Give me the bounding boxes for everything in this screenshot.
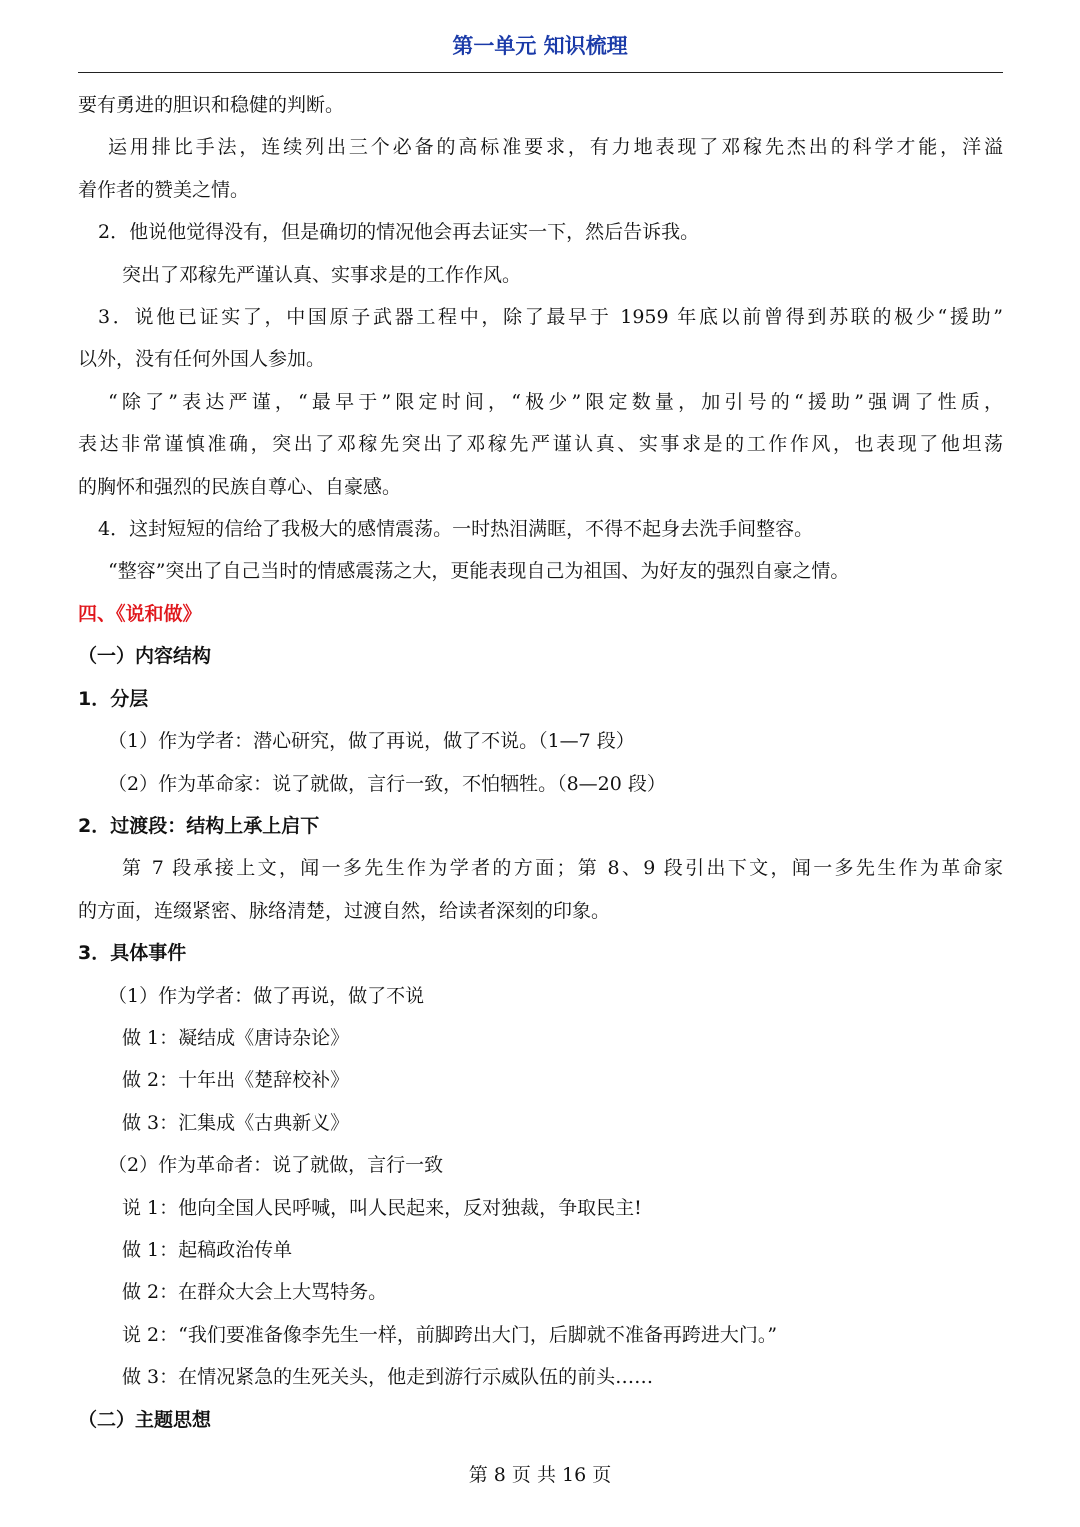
list-item: 做 2：在群众大会上大骂特务。 xyxy=(122,1281,388,1304)
paragraph-line: 运用排比手法，连续列出三个必备的高标准要求，有力地表现了邓稼先杰出的科学才能，洋溢 xyxy=(108,136,1003,159)
list-item: （1）作为学者：潜心研究，做了再说，做了不说。（1—7 段） xyxy=(108,730,635,753)
list-item: 说 1：他向全国人民呼喊，叫人民起来，反对独裁，争取民主! xyxy=(122,1196,642,1219)
section-heading: 四、《说和做》 xyxy=(78,602,202,625)
paragraph-line: 的胸怀和强烈的民族自尊心、自豪感。 xyxy=(78,475,402,498)
subsection-heading: （一）内容结构 xyxy=(78,645,212,668)
paragraph-line: 表达非常谨慎准确，突出了邓稼先突出了邓稼先严谨认真、实事求是的工作作风，也表现了他坦荡 xyxy=(78,433,1003,456)
subsection-heading: （二）主题思想 xyxy=(78,1408,212,1431)
paragraph-line: 突出了邓稼先严谨认真、实事求是的工作作风。 xyxy=(122,263,522,286)
paragraph-line: “除了”表达严谨，“最早于”限定时间，“极少”限定数量，加引号的“援助”强调了性质， xyxy=(108,390,1003,413)
list-item: 做 1：凝结成《唐诗杂论》 xyxy=(122,1026,350,1049)
list-item: 说 2：“我们要准备像李先生一样，前脚跨出大门，后脚就不准备再跨进大门。” xyxy=(122,1323,778,1346)
numbered-item: 4．这封短短的信给了我极大的感情震荡。一时热泪满眶，不得不起身去洗手间整容。 xyxy=(98,518,814,541)
list-item: 做 3：在情况紧急的生死关头，他走到游行示威队伍的前头…… xyxy=(122,1366,654,1389)
point-heading: 1．分层 xyxy=(78,687,149,710)
numbered-item: 2．他说他觉得没有，但是确切的情况他会再去证实一下，然后告诉我。 xyxy=(98,221,700,244)
page-header-title: 第一单元 知识梳理 xyxy=(452,34,628,58)
list-item: （1）作为学者：做了再说，做了不说 xyxy=(108,984,425,1007)
header-divider xyxy=(78,72,1003,73)
paragraph-line: 的方面，连缀紧密、脉络清楚，过渡自然，给读者深刻的印象。 xyxy=(78,899,611,922)
point-heading: 2．过渡段：结构上承上启下 xyxy=(78,814,320,837)
list-item: 做 3：汇集成《古典新义》 xyxy=(122,1111,350,1134)
numbered-item: 3．说他已证实了，中国原子武器工程中，除了最早于 1959 年底以前曾得到苏联的极少“援助” xyxy=(98,306,1003,329)
list-item: 做 2：十年出《楚辞校补》 xyxy=(122,1069,350,1092)
paragraph-line: 以外，没有任何外国人参加。 xyxy=(78,348,326,371)
paragraph-line: 第 7 段承接上文，闻一多先生作为学者的方面；第 8、9 段引出下文，闻一多先生作为革命家 xyxy=(122,857,1003,880)
list-item: （2）作为革命者：说了就做，言行一致 xyxy=(108,1154,444,1177)
paragraph-line: 要有勇进的胆识和稳健的判断。 xyxy=(78,94,345,116)
list-item: （2）作为革命家：说了就做，言行一致，不怕牺牲。（8—20 段） xyxy=(108,772,666,795)
list-item: 做 1：起稿政治传单 xyxy=(122,1238,293,1261)
page-number: 第 8 页 共 16 页 xyxy=(468,1464,612,1486)
point-heading: 3．具体事件 xyxy=(78,942,187,965)
paragraph-line: 着作者的赞美之情。 xyxy=(78,178,250,201)
document-body xyxy=(78,84,1003,1441)
paragraph-line: “整容”突出了自己当时的情感震荡之大，更能表现自己为祖国、为好友的强烈自豪之情。 xyxy=(108,560,850,583)
